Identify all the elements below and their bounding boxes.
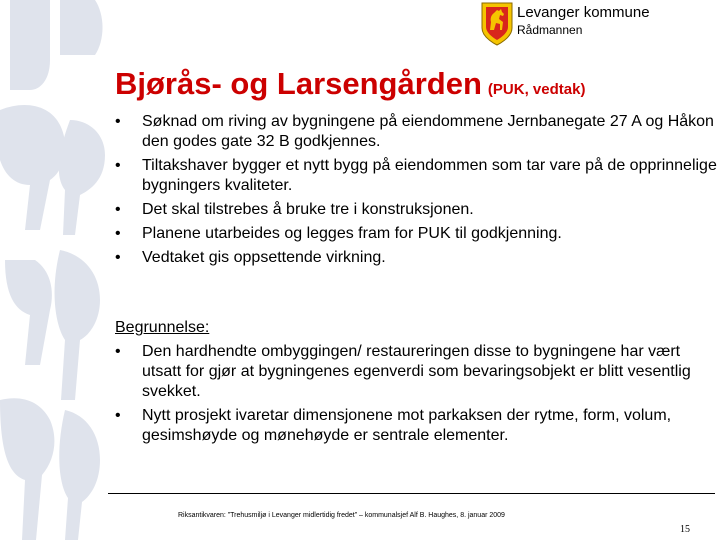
bullet-icon: •: [115, 113, 121, 130]
levanger-coat-of-arms-icon: [481, 2, 513, 46]
bullet-icon: •: [115, 343, 121, 360]
horse-watermark-icon: [0, 0, 115, 540]
coat-of-arms-logo: [481, 2, 513, 46]
bullet-icon: •: [115, 249, 121, 266]
page-number: 15: [680, 524, 690, 535]
footer-text: Riksantikvaren: ”Trehusmiljø i Levanger midlertidig fredet” – kommunalsjef Alf B. Haughes, 8. januar 2009: [178, 512, 505, 519]
bullet-icon: •: [115, 157, 121, 174]
slide-title-main: Bjørås- og Larsengården: [115, 66, 482, 101]
bullet-icon: •: [115, 225, 121, 242]
decision-list: [112, 112, 717, 272]
slide-title-sub: (PUK, vedtak): [487, 81, 586, 98]
horse-watermark-decoration: [0, 0, 115, 540]
reason-heading: Begrunnelse:: [115, 319, 210, 336]
organization-name: Levanger kommune: [517, 4, 650, 21]
list-item: • Tiltakshaver bygger et nytt bygg på eiendommen som tar vare på de opprinnelige bygningers kvaliteter.: [115, 157, 717, 194]
organization-unit: Rådmannen: [517, 23, 583, 37]
slide-title: [115, 66, 585, 102]
list-item: • Nytt prosjekt ivaretar dimensjonene mot parkaksen der rytme, form, volum, gesimshøyde og mønehøyde er sentrale elementer.: [115, 407, 672, 444]
bullet-icon: •: [115, 407, 121, 424]
list-item: • Planene utarbeides og legges fram for PUK til godkjenning.: [115, 225, 562, 242]
bullet-icon: •: [115, 201, 121, 218]
list-item: • Vedtaket gis oppsettende virkning.: [115, 249, 386, 266]
list-item: • Det skal tilstrebes å bruke tre i konstruksjonen.: [115, 201, 474, 218]
list-item: • Søknad om riving av bygningene på eiendommene Jernbanegate 27 A og Håkon den godes gate 32 B godkjennes.: [115, 113, 714, 150]
reason-list: [112, 342, 717, 450]
footer-divider: [108, 493, 715, 494]
list-item: • Den hardhendte ombyggingen/ restaureringen disse to bygningene har vært utsatt for gjør at bygningenes egenverdi som bevaringsobjekt er blitt vesentlig svekket.: [115, 343, 691, 400]
